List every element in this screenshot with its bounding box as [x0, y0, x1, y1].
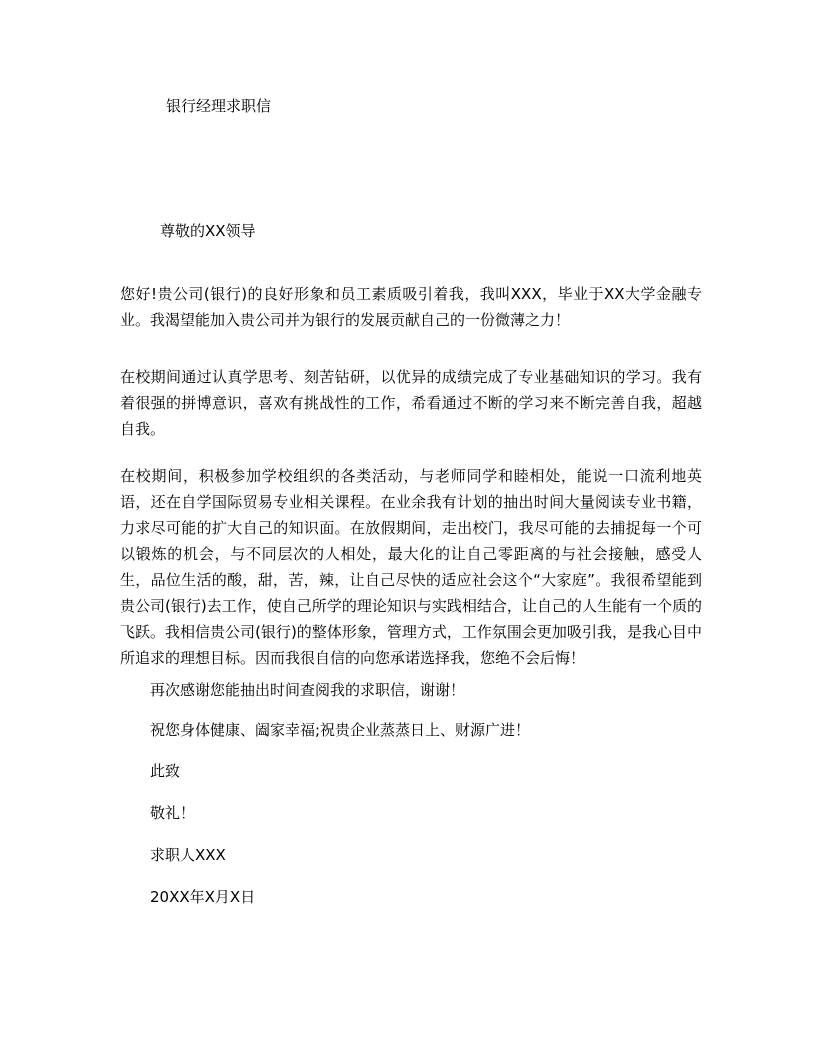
closing-jingli: 敬礼！ [150, 804, 196, 822]
closing-cizhi: 此致 [150, 762, 181, 780]
closing-wishes: 祝您身体健康、阖家幸福;祝贵企业蒸蒸日上、财源广进！ [150, 721, 531, 739]
paragraph-study: 在校期间通过认真学思考、刻苦钻研，以优异的成绩完成了专业基础知识的学习。我有着很强的拼博意识，喜欢有挑战性的工作，希看通过不断的学习来不断完善自我，超越自我。 [120, 368, 702, 438]
signature-name: 求职人XXX [150, 846, 226, 864]
salutation: 尊敬的XX领导 [160, 222, 256, 240]
paragraph-intro: 您好!贵公司(银行)的良好形象和员工素质吸引着我，我叫XXX，毕业于XX大学金融专业。我渴望能加入贵公司并为银行的发展贡献自己的一份微薄之力！ [120, 285, 702, 329]
closing-thanks: 再次感谢您能抽出时间查阅我的求职信，谢谢！ [150, 681, 466, 699]
signature-date: 20XX年X月X日 [150, 888, 256, 906]
paragraph-activities: 在校期间，积极参加学校组织的各类活动，与老师同学和睦相处，能说一口流利地英语，还在自学国际贸易专业相关课程。在业余我有计划的抽出时间大量阅读专业书籍，力求尽可能的扩大自己的知识面。在放假期间，走出校门，我尽可能的去捕捉每一个可以锻炼的机会，与不同层次的人相处，最大化的让自己零距离的与社会接触，感受人生，品位生活的酸，甜，苦，辣，让自己尽快的适应社会这个“大家庭”。我很希望能到贵公司(银行)去工作，使自己所学的理论知识与实践相结合，让自己的人生能有一个质的飞跃。我相信贵公司(银行)的整体形象，管理方式，工作氛围会更加吸引我，是我心目中所追求的理想目标。因而我很自信的向您承诺选择我，您绝不会后悔！ [120, 467, 702, 667]
document-title: 银行经理求职信 [166, 97, 272, 115]
